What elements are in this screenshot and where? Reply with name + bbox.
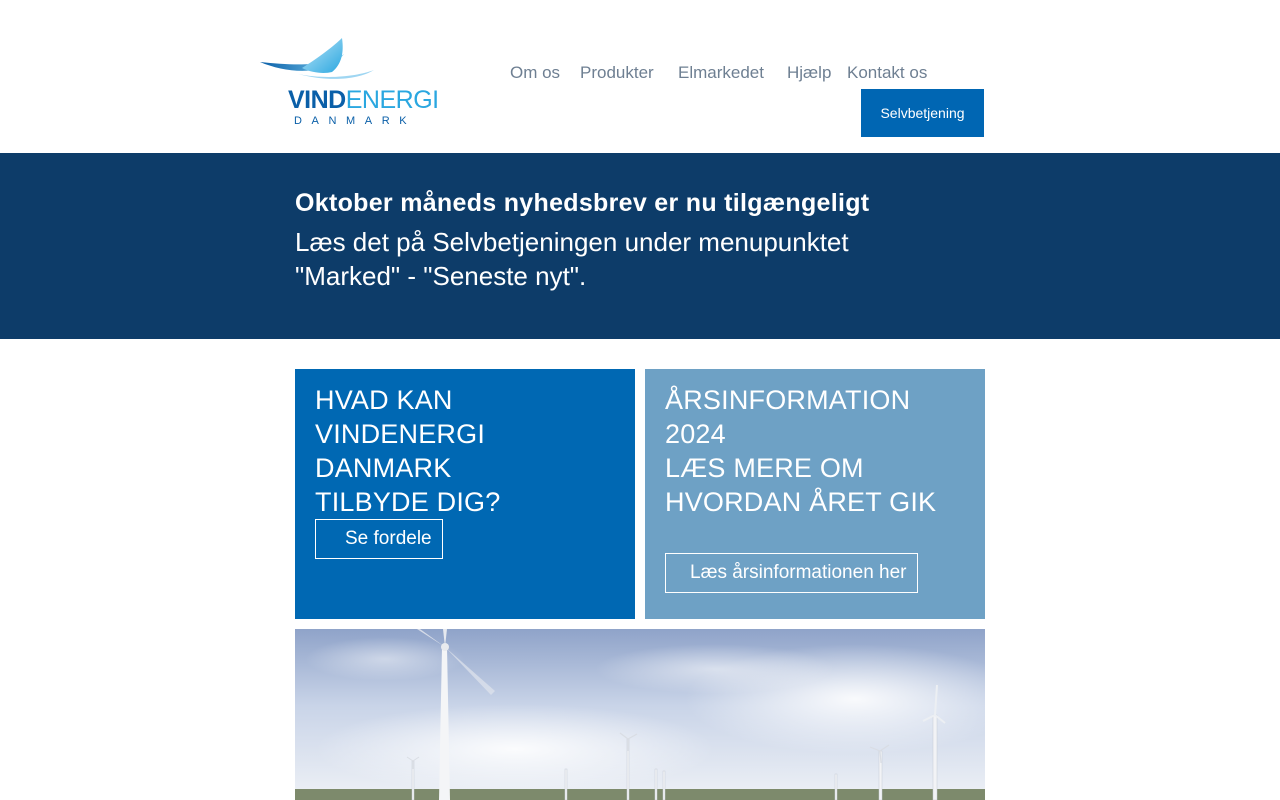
brand-logo[interactable]	[258, 36, 442, 128]
nav-item-hjaelp[interactable]: Hjælp	[787, 63, 832, 82]
wind-turbines-photo	[295, 629, 985, 800]
annual-info-card	[645, 369, 985, 619]
nav-item-om-os[interactable]: Om os	[510, 63, 561, 82]
benefits-card-title: HVAD KAN VINDENERGI DANMARK TILBYDE DIG?	[315, 385, 501, 517]
brand-subtitle: DANMARK	[294, 115, 417, 127]
wind-turbines-image	[295, 629, 985, 800]
brand-wordmark	[288, 86, 439, 114]
annual-info-card-title: ÅRSINFORMATION 2024 LÆS MERE OM HVORDAN ÅRET GIK	[665, 385, 937, 517]
banner-title: Oktober måneds nyhedsbrev er nu tilgængeligt	[295, 189, 870, 217]
site-header	[0, 0, 1280, 153]
brand-word-light: ENERGI	[345, 86, 439, 114]
nav-item-produkter[interactable]: Produkter	[580, 63, 654, 82]
see-benefits-button[interactable]: Se fordele	[315, 519, 443, 559]
benefits-card	[295, 369, 635, 619]
nav-item-elmarkedet[interactable]: Elmarkedet	[678, 63, 764, 82]
read-annual-info-button[interactable]: Læs årsinformationen her	[665, 553, 918, 593]
banner-text: Læs det på Selvbetjeningen under menupunktet "Marked" - "Seneste nyt".	[295, 227, 849, 291]
nav-item-kontakt-os[interactable]: Kontakt os	[847, 63, 928, 82]
news-banner	[0, 153, 1280, 339]
selfservice-button[interactable]: Selvbetjening	[861, 89, 984, 137]
brand-word-bold: VIND	[288, 86, 346, 114]
